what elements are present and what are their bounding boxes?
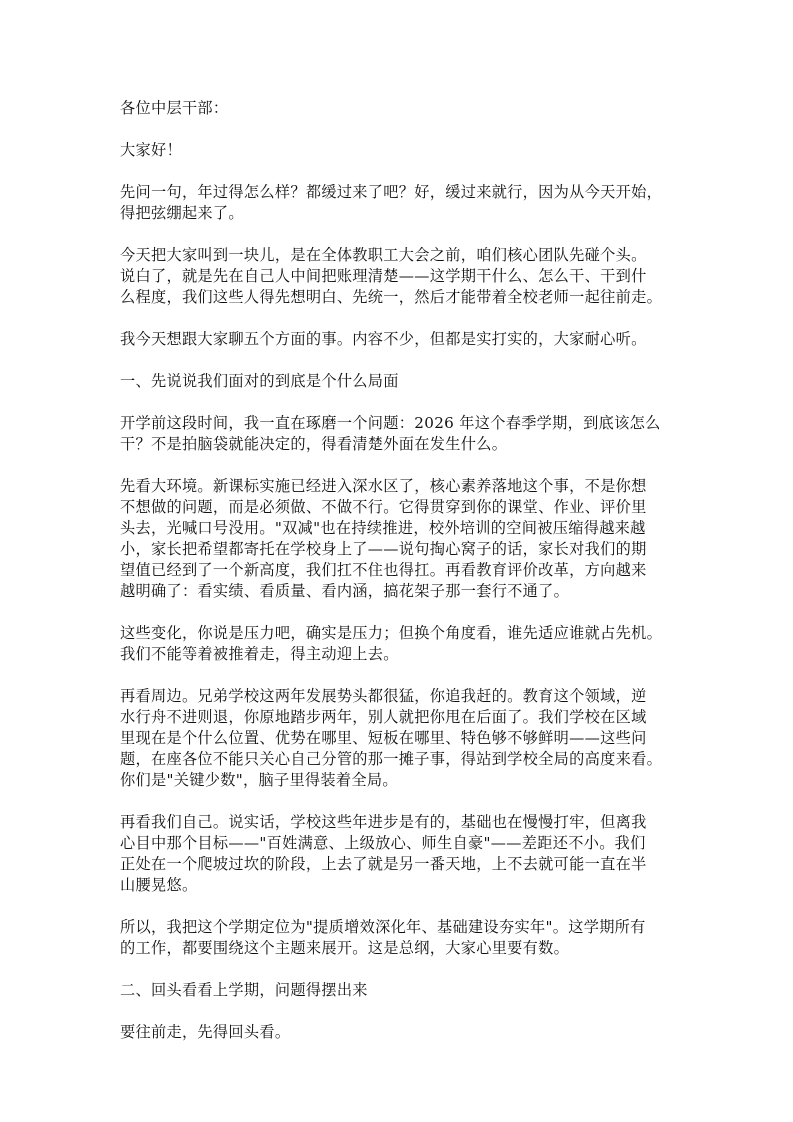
text-line: 得把弦绷起来了。 (120, 204, 244, 222)
text-line: 先问一句，年过得怎么样？都缓过来了吧？好，缓过来就行，因为从今天开始， (120, 183, 663, 201)
paragraph-environment (120, 476, 676, 602)
paragraph-review (120, 1022, 676, 1043)
paragraph-positioning (120, 917, 676, 959)
text-line: 正处在一个爬坡过坎的阶段，上去了就是另一番天地，上不去就可能一直在半 (120, 855, 647, 873)
greeting-text: 大家好！ (120, 141, 182, 159)
section-heading-1 (120, 371, 676, 392)
salutation-text: 各位中层干部： (120, 99, 229, 117)
document-page (120, 98, 676, 1064)
text-line: 头去，光喊口号没用。"双减"也在持续推进，校外培训的空间被压缩得越来越 (120, 519, 646, 537)
text-line: 望值已经到了一个新高度，我们扛不住也得扛。再看教育评价改革，方向越来 (120, 561, 647, 579)
text-line: 不想做的问题，而是必须做、不做不行。它得贯穿到你的课堂、作业、评价里 (120, 498, 647, 516)
text-line: 越明确了：看实绩、看质量、看内涵，搞花架子那一套行不通了。 (120, 582, 570, 600)
text-line: 所以，我把这个学期定位为"提质增效深化年、基础建设夯实年"。这学期所有 (120, 918, 646, 936)
text-line: 要往前走，先得回头看。 (120, 1023, 291, 1041)
text-line: 我们不能等着被推着走，得主动迎上去。 (120, 645, 399, 663)
paragraph-agenda (120, 329, 676, 350)
greeting (120, 140, 676, 161)
text-line: 干？不是拍脑袋就能决定的，得看清楚外面在发生什么。 (120, 435, 508, 453)
paragraph-opening (120, 182, 676, 224)
text-line: 的工作，都要围绕这个主题来展开。这是总纲，大家心里要有数。 (120, 939, 570, 957)
text-line: 说白了，就是先在自己人中间把账理清楚——这学期干什么、怎么干、干到什 (120, 267, 647, 285)
paragraph-ourselves (120, 812, 676, 896)
text-line: 开学前这段时间，我一直在琢磨一个问题：2026 年这个春季学期，到底该怎么 (120, 414, 661, 432)
text-line: 小，家长把希望都寄托在学校身上了——说句掏心窝子的话，家长对我们的期 (120, 540, 647, 558)
text-line: 再看周边。兄弟学校这两年发展势头都很猛，你追我赶的。教育这个领域，逆 (120, 687, 647, 705)
text-line: 先看大环境。新课标实施已经进入深水区了，核心素养落地这个事，不是你想 (120, 477, 647, 495)
text-line: 你们是"关键少数"，脑子里得装着全局。 (120, 771, 398, 789)
text-line: 再看我们自己。说实话，学校这些年进步是有的，基础也在慢慢打牢，但离我 (120, 813, 647, 831)
paragraph-purpose (120, 245, 676, 308)
salutation (120, 98, 676, 119)
paragraph-pressure (120, 623, 676, 665)
text-line: 题，在座各位不能只关心自己分管的那一摊子事，得站到学校全局的高度来看。 (120, 750, 663, 768)
heading-text: 二、回头看看上学期，问题得摆出来 (120, 981, 368, 999)
heading-text: 一、先说说我们面对的到底是个什么局面 (120, 372, 399, 390)
text-line: 山腰晃悠。 (120, 876, 198, 894)
paragraph-question (120, 413, 676, 455)
text-line: 水行舟不进则退，你原地踏步两年，别人就把你甩在后面了。我们学校在区域 (120, 708, 647, 726)
text-line: 我今天想跟大家聊五个方面的事。内容不少，但都是实打实的，大家耐心听。 (120, 330, 647, 348)
text-line: 这些变化，你说是压力吧，确实是压力；但换个角度看，谁先适应谁就占先机。 (120, 624, 663, 642)
text-line: 今天把大家叫到一块儿，是在全体教职工大会之前，咱们核心团队先碰个头。 (120, 246, 647, 264)
text-line: 里现在是个什么位置、优势在哪里、短板在哪里、特色够不够鲜明——这些问 (120, 729, 647, 747)
text-line: 心目中那个目标——"百姓满意、上级放心、师生自豪"——差距还不小。我们 (120, 834, 646, 852)
text-line: 么程度，我们这些人得先想明白、先统一，然后才能带着全校老师一起往前走。 (120, 288, 663, 306)
section-heading-2 (120, 980, 676, 1001)
paragraph-surroundings (120, 686, 676, 791)
